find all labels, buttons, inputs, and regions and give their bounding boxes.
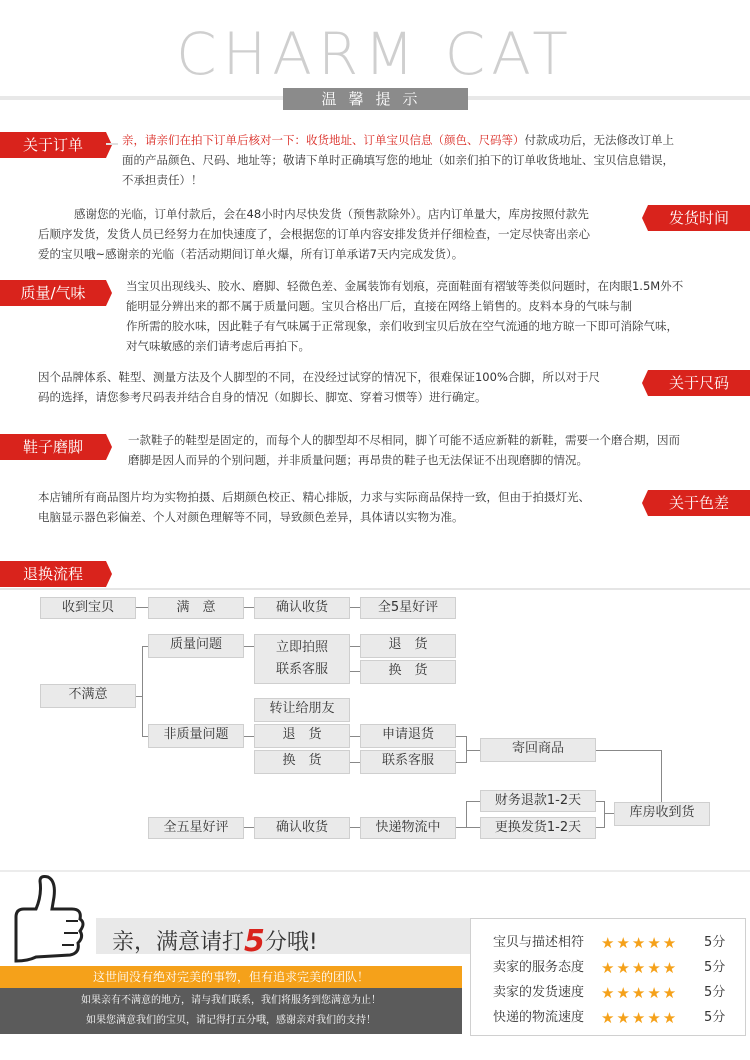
connector — [466, 827, 480, 828]
tag-quality: 质量/气味 — [0, 280, 106, 306]
flow-nq-exchange: 换 货 — [254, 750, 350, 774]
flow-confirm-2: 确认收货 — [254, 817, 350, 839]
quality-line-1: 当宝贝出现线头、胶水、磨脚、轻微色差、金属装饰有划痕，亮面鞋面有褶皱等类似问题时，在肉眼1.5M外不 — [126, 279, 684, 293]
brand-title: CHARM CAT — [176, 20, 574, 88]
slogan-number: 5 — [244, 924, 265, 959]
rating-row — [471, 956, 747, 980]
slogan-post: 分哦! — [264, 930, 318, 955]
connector — [456, 736, 466, 737]
size-line-1: 因个品牌体系、鞋型、测量方法及个人脚型的不同，在没经过试穿的情况下，很难保证100%合脚，所以对于尺 — [38, 370, 600, 384]
flow-satisfied: 满 意 — [148, 597, 244, 619]
flow-contact: 联系客服 — [275, 662, 328, 677]
rating-score: 5分 — [704, 960, 726, 975]
quality-line-4: 对气味敏感的亲们请考虑后再拍下。 — [126, 339, 310, 353]
color-line-2: 电脑显示器色彩偏差、个人对颜色理解等不同，导致颜色差异，具体请以实物为准。 — [38, 510, 464, 524]
connector — [244, 736, 254, 737]
flow-warehouse: 库房收到货 — [614, 802, 710, 826]
quality-line-3: 作所需的胶水味，因此鞋子有气味属于正常现象，亲们收到宝贝后放在空气流通的地方晾一下即可消除气味， — [126, 319, 678, 333]
tag-shipping: 发货时间 — [648, 205, 750, 231]
flow-refund: 财务退款1-2天 — [480, 790, 596, 812]
rubbing-line-1: 一款鞋子的鞋型是固定的，而每个人的脚型却不尽相同，脚丫可能不适应新鞋的新鞋，需要一个磨合期，因而 — [128, 433, 680, 447]
star-icon: ★★★★★ — [601, 934, 679, 952]
flow-return: 退 货 — [360, 634, 456, 658]
orange-banner: 这世间没有绝对完美的事物，但有追求完美的团队！ — [0, 966, 462, 988]
thumbs-up-icon — [6, 875, 90, 965]
divider — [0, 870, 750, 872]
rating-panel — [470, 918, 746, 1036]
flow-photo: 立即拍照 — [275, 640, 328, 655]
star-icon: ★★★★★ — [601, 959, 679, 977]
connector — [596, 801, 604, 802]
connector — [456, 762, 466, 763]
quality-line-2: 能明显分辨出来的都不属于质量问题。宝贝合格出厂后，直接在网络上销售的。皮料本身的气味与制 — [126, 299, 632, 313]
connector — [350, 762, 360, 763]
order-line-3: 不承担责任）！ — [122, 173, 203, 187]
section-color-text — [38, 487, 648, 527]
flow-exchange: 换 货 — [360, 660, 456, 684]
tag-order: 关于订单 — [0, 132, 106, 158]
shipping-line-2: 后顺序发货，发货人员已经努力在加快速度了，会根据您的订单内容安排发货并仔细检查，一定尽快寄出亲心 — [38, 227, 590, 241]
section-size-text — [38, 367, 638, 407]
flow-shipping: 快递物流中 — [360, 817, 456, 839]
connector — [244, 607, 254, 608]
connector — [142, 646, 143, 737]
connector — [466, 801, 480, 802]
flow-full-5star: 全五星好评 — [148, 817, 244, 839]
flow-photo-contact — [254, 634, 350, 684]
rating-score: 5分 — [704, 985, 726, 1000]
tag-return-flow: 退换流程 — [0, 561, 106, 587]
connector — [596, 827, 604, 828]
color-line-1: 本店铺所有商品图片均为实物拍摄、后期颜色校正、精心排版，力求与实际商品保持一致，但由于拍摄灯光、 — [38, 490, 590, 504]
connector — [466, 750, 480, 751]
flow-send-back: 寄回商品 — [480, 738, 596, 762]
divider — [0, 588, 750, 590]
rating-score: 5分 — [704, 935, 726, 950]
flow-apply-return: 申请退货 — [360, 724, 456, 748]
connector — [596, 750, 662, 751]
section-rubbing-text — [128, 430, 748, 470]
divider — [106, 143, 118, 145]
tag-rubbing: 鞋子磨脚 — [0, 434, 106, 460]
flow-nq-return: 退 货 — [254, 724, 350, 748]
rating-label: 快递的物流速度 — [493, 1010, 585, 1025]
connector — [350, 646, 360, 647]
rubbing-line-2: 磨脚是因人而异的个别问题，并非质量问题；再昂贵的鞋子也无法保证不出现磨脚的情况。 — [128, 453, 588, 467]
connector — [244, 827, 254, 828]
connector — [350, 827, 360, 828]
connector — [244, 646, 254, 647]
order-line-1: 付款成功后，无法修改订单上 — [524, 133, 674, 147]
star-icon: ★★★★★ — [601, 984, 679, 1002]
connector — [604, 801, 605, 828]
rating-label: 宝贝与描述相符 — [493, 935, 585, 950]
connector — [350, 607, 360, 608]
star-icon: ★★★★★ — [601, 1009, 679, 1027]
rating-row — [471, 1006, 747, 1030]
size-line-2: 码的选择，请您参考尺码表并结合自身的情况（如脚长、脚宽、穿着习惯等）进行确定。 — [38, 390, 487, 404]
rating-label: 卖家的发货速度 — [493, 985, 585, 1000]
order-line-2: 面的产品颜色、尺码、地址等；敬请下单时正确填写您的地址（如亲们拍下的订单收货地址、宝贝信息错误， — [122, 153, 674, 167]
flow-non-quality: 非质量问题 — [148, 724, 244, 748]
rating-label: 卖家的服务态度 — [493, 960, 585, 975]
order-warning: 亲，请亲们在拍下订单后核对一下：收货地址、订单宝贝信息（颜色、尺码等） — [122, 133, 525, 147]
section-order-text — [122, 130, 742, 190]
shipping-line-3: 爱的宝贝哦~感谢亲的光临（若活动期间订单火爆，所有订单承诺7天内完成发货）。 — [38, 247, 464, 261]
tag-size: 关于尺码 — [648, 370, 750, 396]
connector — [604, 813, 614, 814]
connector — [661, 750, 662, 802]
dark-banner — [0, 988, 462, 1034]
rating-score: 5分 — [704, 1010, 726, 1025]
connector — [466, 801, 467, 828]
flow-received: 收到宝贝 — [40, 597, 136, 619]
slogan — [112, 924, 318, 959]
connector — [350, 736, 360, 737]
slogan-pre: 亲，满意请打 — [112, 930, 245, 955]
flow-nq-contact: 联系客服 — [360, 750, 456, 774]
flow-unsatisfied: 不满意 — [40, 684, 136, 708]
rating-row — [471, 981, 747, 1005]
rating-row — [471, 931, 747, 955]
flow-reship: 更换发货1-2天 — [480, 817, 596, 839]
flow-confirm: 确认收货 — [254, 597, 350, 619]
connector — [350, 671, 360, 672]
connector — [136, 607, 148, 608]
flow-5star: 全5星好评 — [360, 597, 456, 619]
shipping-line-1: 感谢您的光临，订单付款后，会在48小时内尽快发货（预售款除外）。店内订单量大，库房按照付款先 — [74, 207, 589, 221]
page-subtitle: 温馨提示 — [283, 88, 468, 110]
section-quality-text — [126, 276, 746, 356]
connector — [456, 827, 466, 828]
dark-line-2: 如果您满意我们的宝贝，请记得打五分哦，感谢亲对我们的支持！ — [86, 1015, 376, 1026]
tag-color: 关于色差 — [648, 490, 750, 516]
section-shipping-text — [38, 204, 638, 264]
flow-gift-friend: 转让给朋友 — [254, 698, 350, 722]
dark-line-1: 如果亲有不满意的地方，请与我们联系，我们将服务到您满意为止！ — [81, 995, 381, 1006]
flow-quality-issue: 质量问题 — [148, 634, 244, 658]
